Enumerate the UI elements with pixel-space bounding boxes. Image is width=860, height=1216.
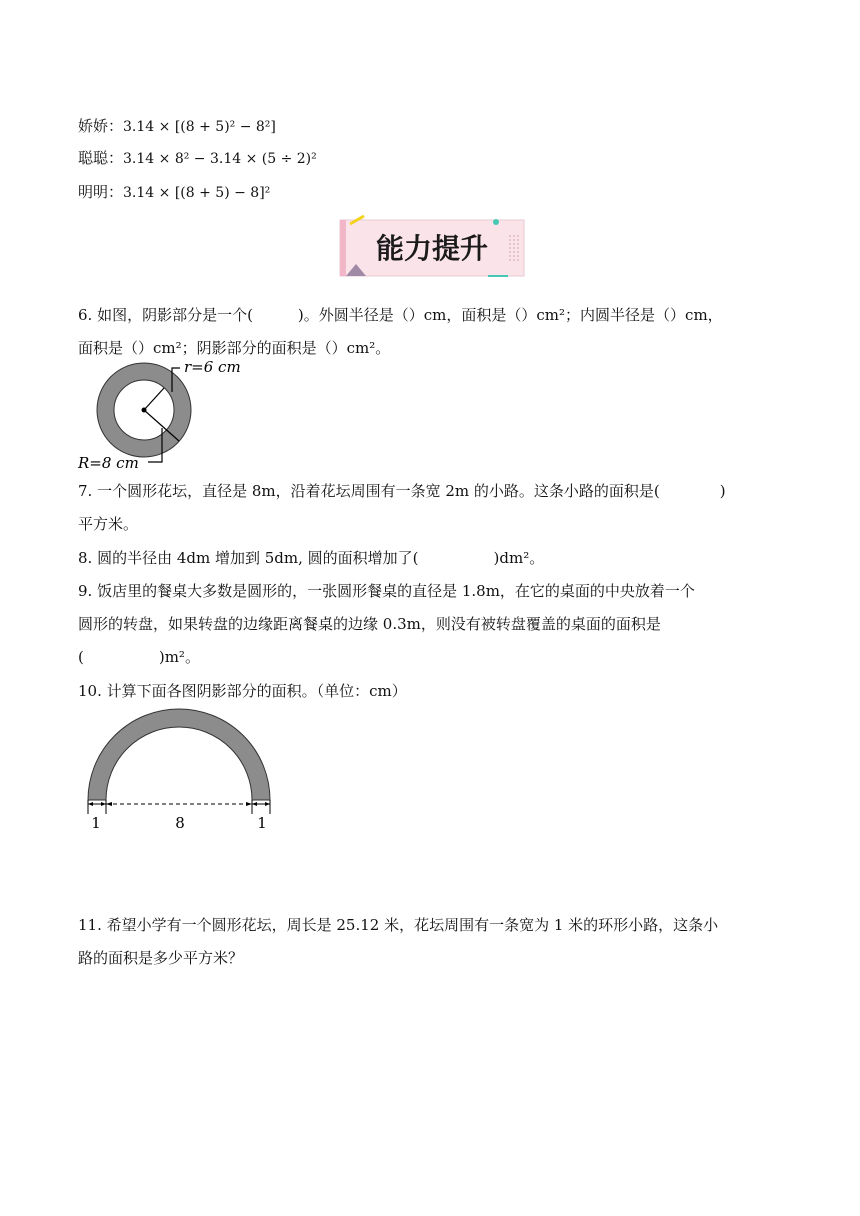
left-width-label: 1: [91, 814, 101, 832]
formula-name: 明明：: [78, 183, 124, 201]
formula-expression: 3.14 × [(8 + 5) − 8]²: [123, 185, 271, 201]
formula-name: 聪聪：: [78, 149, 124, 167]
teal-dot-decoration: [493, 219, 499, 225]
formula-expression: 3.14 × 8² − 3.14 × (5 ÷ 2)²: [123, 151, 317, 167]
question-11-line-2: 路的面积是多少平方米？: [78, 949, 244, 967]
question-10: 10. 计算下面各图阴影部分的面积。（单位：cm）: [78, 682, 407, 700]
question-7-line-1: 7. 一个圆形花坛，直径是 8m，沿着花坛周围有一条宽 2m 的小路。这条小路的面积是( ): [78, 482, 726, 500]
formula-mingming: [78, 182, 270, 203]
right-width-label: 1: [257, 814, 267, 832]
question-8: 8. 圆的半径由 4dm 增加到 5dm, 圆的面积增加了( )dm²。: [78, 549, 545, 567]
half-ring-shape: [88, 709, 270, 800]
half-ring-figure: [84, 704, 278, 834]
section-banner: [338, 214, 526, 280]
question-9-line-3: ( )m²。: [78, 648, 200, 666]
inner-radius-label: r=6 cm: [184, 358, 241, 376]
question-9-line-1: 9. 饭店里的餐桌大多数是圆形的，一张圆形餐桌的直径是 1.8m，在它的桌面的中央放着一个: [78, 582, 695, 600]
formula-expression: 3.14 × [(8 + 5)² − 8²]: [123, 119, 276, 135]
formula-jiaojiao: [78, 116, 276, 137]
question-7-line-2: 平方米。: [78, 515, 139, 533]
formula-name: 娇娇：: [78, 117, 124, 135]
annulus-figure: [76, 358, 266, 472]
question-11-line-1: 11. 希望小学有一个圆形花坛，周长是 25.12 米，花坛周围有一条宽为 1 米的环形小路，这条小: [78, 916, 719, 934]
outer-radius-label: R=8 cm: [78, 454, 139, 472]
question-6-line-2: 面积是（）cm²；阴影部分的面积是（）cm²。: [78, 339, 391, 357]
inner-diameter-label: 8: [175, 814, 185, 832]
formula-congcong: [78, 148, 317, 169]
banner-title: 能力提升: [375, 232, 489, 265]
question-6-line-1: 6. 如图，阴影部分是一个( )。外圆半径是（）cm，面积是（）cm²；内圆半径是（）cm，: [78, 306, 723, 324]
question-9-line-2: 圆形的转盘，如果转盘的边缘距离餐桌的边缘 0.3m，则没有被转盘覆盖的桌面的面积是: [78, 615, 661, 633]
